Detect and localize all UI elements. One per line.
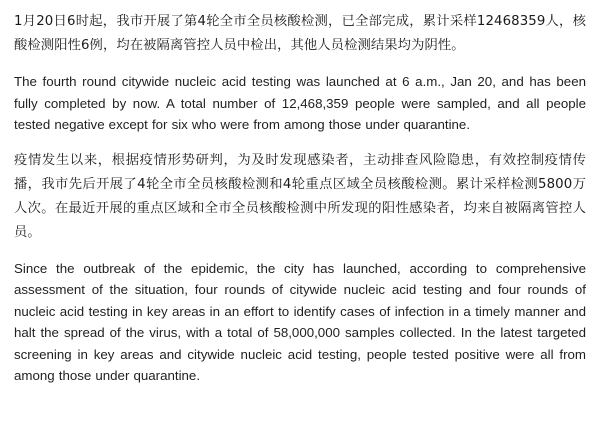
paragraph-chinese-round4: 1月20日6时起，我市开展了第4轮全市全员核酸检测，已全部完成，累计采样12468359人，核酸检测阳性6例，均在被隔离管控人员中检出，其他人员检测结果均为阴性。 bbox=[14, 14, 586, 53]
paragraph-english-round4: The fourth round citywide nucleic acid testing was launched at 6 a.m., Jan 20, and has been fully completed by now. A total number of 12,468,359 people were sampled, and all people tested negative except for six who were from among those under quarantine. bbox=[14, 74, 586, 132]
paragraph-english-summary: Since the outbreak of the epidemic, the city has launched, according to comprehensive assessment of the situation, four rounds of citywide nucleic acid testing and four rounds of nucleic acid testing in key areas in an effort to identify cases of infection in a timely manner and halt the spread of the virus, with a total of 58,000,000 samples collected. In the latest targeted screening in key areas and citywide nucleic acid testing, people tested positive were all from among those under quarantine. bbox=[14, 260, 586, 383]
paragraph-chinese-summary: 疫情发生以来，根据疫情形势研判，为及时发现感染者，主动排查风险隐患，有效控制疫情传播，我市先后开展了4轮全市全员核酸检测和4轮重点区域全员核酸检测。累计采样检测5800万人次。在最近开展的重点区域和全市全员核酸检测中所发现的阳性感染者，均来自被隔离管控人员。 bbox=[14, 152, 586, 240]
